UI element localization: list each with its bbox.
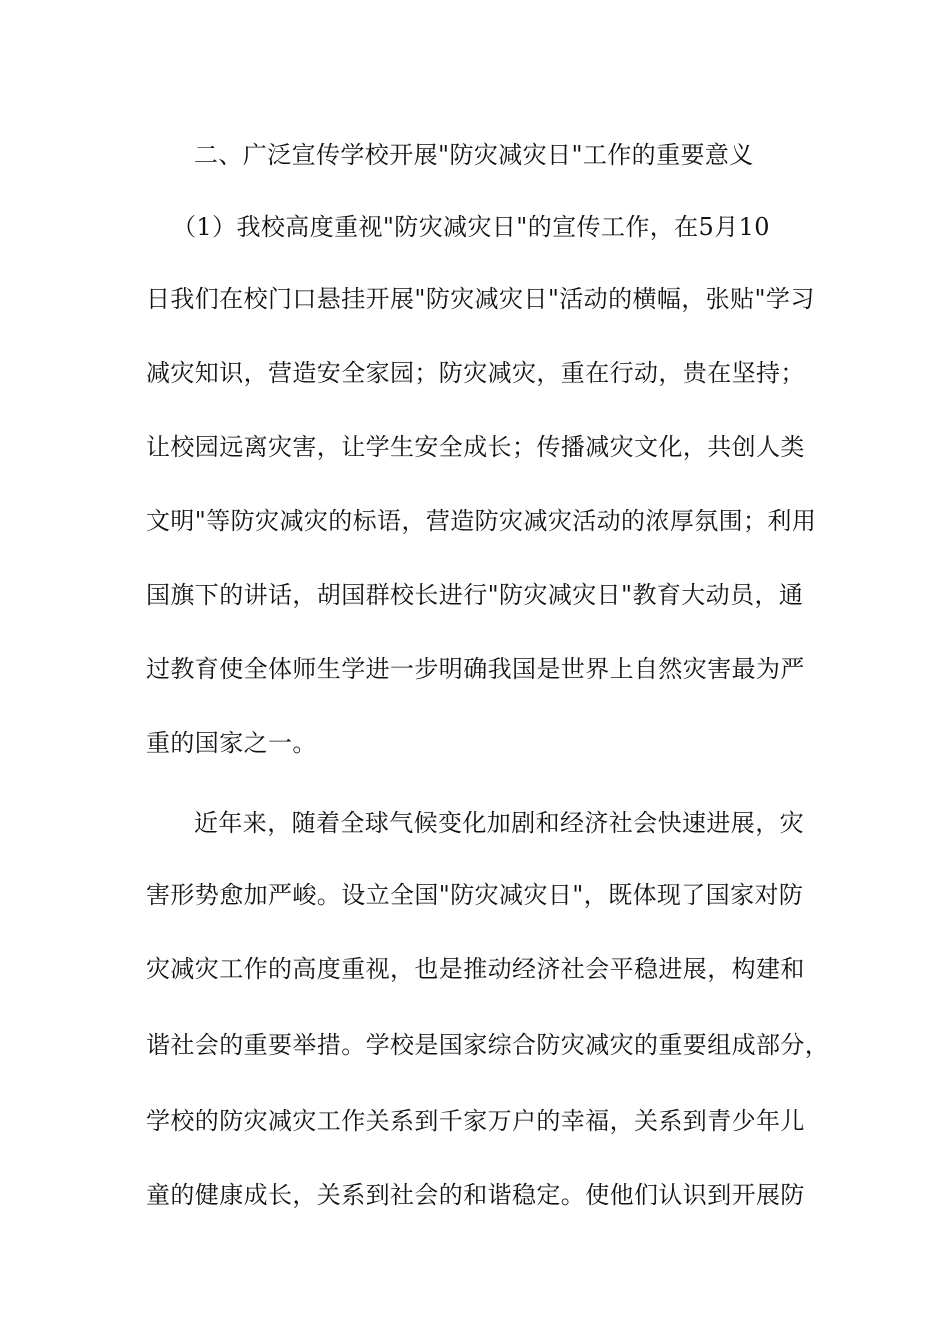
paragraph-line: 学校的防灾减灾工作关系到千家万户的幸福，关系到青少年儿	[146, 1107, 805, 1135]
paragraph-line: 国旗下的讲话，胡国群校长进行"防灾减灾日"教育大动员，通	[146, 581, 804, 609]
section-heading: 二、广泛宣传学校开展"防灾减灾日"工作的重要意义	[194, 141, 754, 169]
paragraph-line: （1）我校高度重视"防灾减灾日"的宣传工作，在5月10	[172, 213, 770, 241]
paragraph-line: 日我们在校门口悬挂开展"防灾减灾日"活动的横幅，张贴"学习	[146, 285, 815, 313]
paragraph-line: 近年来，随着全球气候变化加剧和经济社会快速进展，灾	[194, 809, 804, 837]
paragraph-line: 重的国家之一。	[146, 729, 317, 757]
paragraph-line: 过教育使全体师生学进一步明确我国是世界上自然灾害最为严	[146, 655, 805, 683]
paragraph-line: 谐社会的重要举措。学校是国家综合防灾减灾的重要组成部分，	[146, 1031, 830, 1059]
paragraph-line: 童的健康成长，关系到社会的和谐稳定。使他们认识到开展防	[146, 1181, 805, 1209]
paragraph-line: 灾减灾工作的高度重视，也是推动经济社会平稳进展，构建和	[146, 955, 805, 983]
paragraph-line: 害形势愈加严峻。设立全国"防灾减灾日"，既体现了国家对防	[146, 881, 804, 909]
paragraph-line: 文明"等防灾减灾的标语，营造防灾减灾活动的浓厚氛围；利用	[146, 507, 817, 535]
paragraph-line: 减灾知识，营造安全家园；防灾减灾，重在行动，贵在坚持；	[146, 359, 805, 387]
paragraph-line: 让校园远离灾害，让学生安全成长；传播减灾文化，共创人类	[146, 433, 805, 461]
